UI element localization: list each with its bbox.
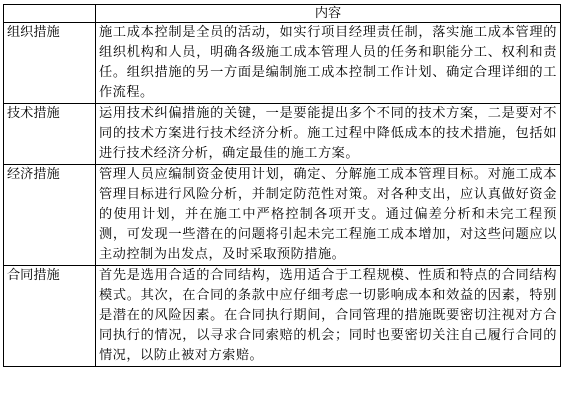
header-content-cell: 内容: [96, 5, 561, 23]
row-category-economic: 经济措施: [4, 165, 96, 266]
header-category-cell: [4, 5, 96, 23]
table-header-row: [4, 5, 561, 23]
table-row: [4, 266, 561, 367]
row-category-contract: 合同措施: [4, 266, 96, 367]
row-category-organizational: 组织措施: [4, 23, 96, 104]
table-row: [4, 23, 561, 104]
row-content-technical: 运用技术纠偏措施的关键，一是要能提出多个不同的技术方案，二是要对不同的技术方案进行技术经济分析。施工过程中降低成本的技术措施，包括如进行技术经济分析，确定最佳的施工方案。: [96, 104, 561, 165]
row-category-technical: 技术措施: [4, 104, 96, 165]
row-content-contract: 首先是选用合适的合同结构，选用适合于工程规模、性质和特点的合同结构模式。其次，在合同的条款中应仔细考虑一切影响成本和效益的因素，特别是潜在的风险因素。在合同执行期间，合同管理的措施既要密切注视对方合同执行的情况，以寻求合同索赔的机会；同时也要密切关注自己履行合同的情况，以防止被对方索赔。: [96, 266, 561, 367]
table-row: [4, 104, 561, 165]
row-content-economic: 管理人员应编制资金使用计划，确定、分解施工成本管理目标。对施工成本管理目标进行风险分析，并制定防范性对策。对各种支出，应认真做好资金的使用计划，并在施工中严格控制各项开支。通过偏差分析和未完工程预测，可发现一些潜在的问题将引起未完工程施工成本增加，对这些问题应以主动控制为出发点，及时采取预防措施。: [96, 165, 561, 266]
table-row: [4, 165, 561, 266]
cost-control-measures-table: [3, 4, 561, 367]
row-content-organizational: 施工成本控制是全员的活动，如实行项目经理责任制，落实施工成本管理的组织机构和人员，明确各级施工成本管理人员的任务和职能分工、权利和责任。组织措施的另一方面是编制施工成本控制工作计划、确定合理详细的工作流程。: [96, 23, 561, 104]
